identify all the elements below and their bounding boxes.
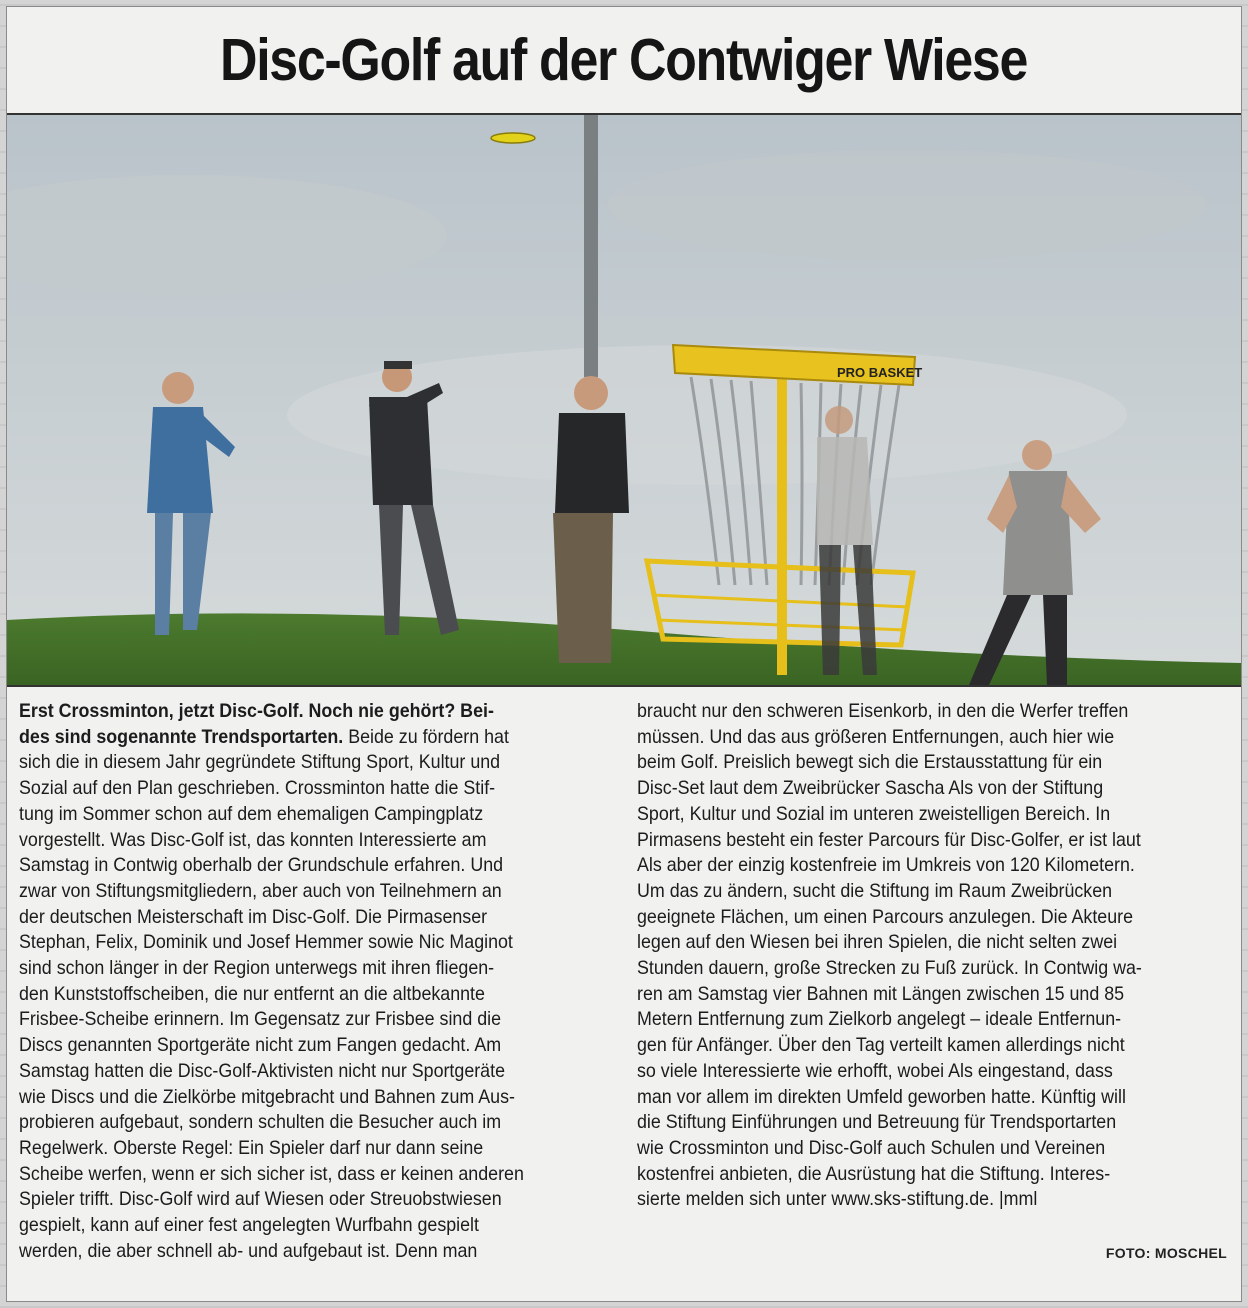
light-pole <box>584 115 598 377</box>
flying-disc <box>491 133 535 143</box>
photo-credit: FOTO: MOSCHEL <box>1105 1245 1227 1261</box>
article-body <box>7 687 1241 1301</box>
text-column-2: braucht nur den schweren Eisenkorb, in den die Werfer treffen müssen. Und das aus größeren Entfernungen, auch hier wie beim Golf. Preislich bewegt sich die Erstausstattung für ein Disc-Set laut dem Zweibrücker Sascha Als von der Stiftung Sport, Kultur und Sozial im unteren zweistelligen Bereich. In Pirmasens besteht ein fester Parcours für Disc-Golfer, er ist laut Als aber der einzig kostenfreie im Umkreis von 120 Kilometern. Um das zu ändern, sucht die Stiftung im Raum Zweibrücken geeignete Flächen, um einen Parcours anzulegen. Die Akteure legen auf den Wiesen bei ihren Spielen, die nicht selten zwei Stunden dauern, große Strecken zu Fuß zurück. In Contwig wa- ren am Samstag vier Bahnen mit Längen zwischen 15 und 85 Metern Entfernung zum Zielkorb angelegt – ideale Entfernun- gen für Anfänger. Über den Tag verteilt kamen allerdings nicht so viele Interessierte wie erhofft, wobei Als eingestand, dass man vor allem im direkten Umfeld geworben hatte. Künftig will die Stiftung Einführungen und Betreuung für Trendsportarten wie Crossminton und Disc-Golf auch Schulen und Vereinen kostenfrei anbieten, die Ausrüstung hat die Stiftung. Interes- sierte melden sich unter www.sks-stiftung.de. |mml <box>637 701 1142 1211</box>
headline-bar <box>7 7 1241 115</box>
basket-label: PRO BASKET <box>837 365 923 380</box>
article-photo <box>7 115 1241 687</box>
article-lead: Erst Crossminton, jetzt Disc-Golf. Noch nie gehört? Bei- des sind sogenannte Trendsportarten. <box>19 701 494 748</box>
text-column-1 <box>19 699 603 1264</box>
newspaper-clipping <box>6 6 1242 1302</box>
column-1-text: Beide zu fördern hat sich die in diesem Jahr gegründete Stiftung Sport, Kultur und Sozial auf den Plan geschrieben. Crossminton hatte die Stif- tung im Sommer schon auf dem ehemaligen Campingplatz vorgestellt. Was Disc-Golf ist, das konnten Interessierte am Samstag in Contwig oberhalb der Grundschule erfahren. Und zwar von Stiftungsmitgliedern, aber auch von Teilnehmern an der deutschen Meisterschaft im Disc-Golf. Die Pirmasenser Stephan, Felix, Dominik und Josef Hemmer sowie Nic Maginot sind schon länger in der Region unterwegs mit ihren fliegen- den Kunststoffscheiben, die nur entfernt an die altbekannte Frisbee-Scheibe erinnern. Im Gegensatz zur Frisbee sind die Discs genannten Sportgeräte nicht zum Fangen gedacht. Am Samstag hatten die Disc-Golf-Aktivisten nicht nur Sportgeräte wie Discs und die Zielkörbe mitgebracht und Bahnen zum Aus- probieren aufgebaut, sondern schulten die Besucher auch im Regelwerk. Oberste Regel: Ein Spieler darf nur dann seine Scheibe werfen, wenn er sich sicher ist, dass er keinen anderen Spieler trifft. Disc-Golf wird auf Wiesen oder Streuobstwiesen gespielt, kann auf einer fest angelegten Wurfbahn gespielt werden, die aber schnell ab- und aufgebaut ist. Denn man <box>19 726 524 1262</box>
article-headline: Disc-Golf auf der Contwiger Wiese <box>220 27 1028 93</box>
disc-golf-photo <box>7 115 1241 685</box>
